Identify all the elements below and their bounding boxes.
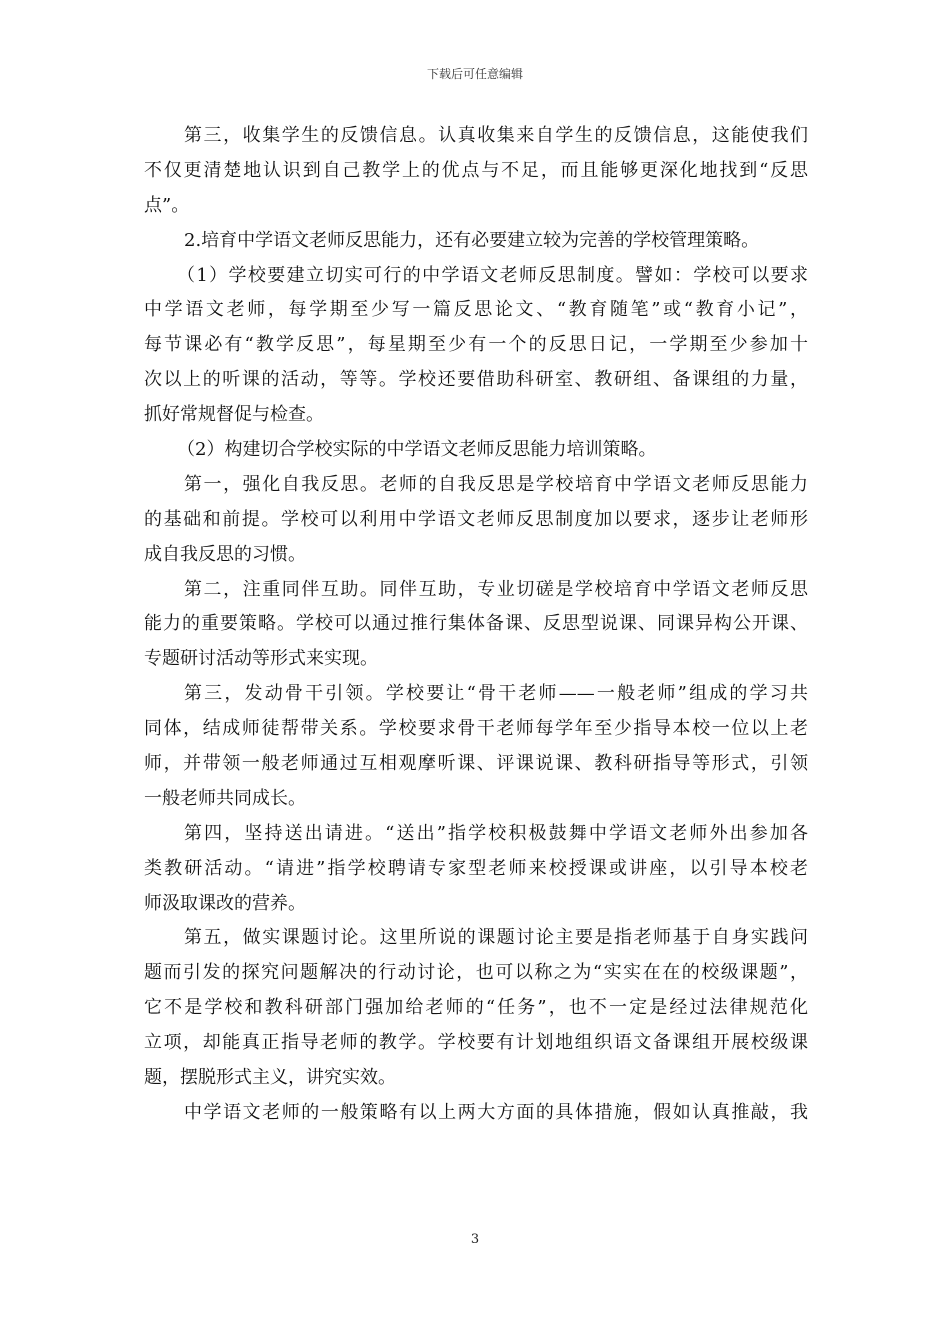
body-text <box>144 119 808 1131</box>
text-line: 中学语文老师，每学期至少写一篇反思论文、“教育随笔”或“教育小记”， <box>144 299 808 321</box>
text-line: 第三，收集学生的反馈信息。认真收集来自学生的反馈信息，这能使我们 <box>184 125 808 146</box>
page-header: 下载后可任意编辑 <box>426 67 523 81</box>
text-line: 师汲取课改的营养。 <box>144 892 306 914</box>
text-line: 点”。 <box>144 194 190 216</box>
text-line: 第二，注重同伴互助。同伴互助，专业切磋是学校培育中学语文老师反思 <box>184 578 808 600</box>
text-line: 师，并带领一般老师通过互相观摩听课、评课说课、教科研指导等形式，引领 <box>144 753 808 775</box>
text-line: 第四，坚持送出请进。“送出”指学校积极鼓舞中学语文老师外出参加各 <box>184 822 808 844</box>
text-line: 抓好常规督促与检查。 <box>144 404 324 426</box>
text-line: 第三，发动骨干引领。学校要让“骨干老师——一般老师”组成的学习共 <box>184 683 808 705</box>
text-line: 题而引发的探究问题解决的行动讨论，也可以称之为“实实在在的校级课题”， <box>144 962 808 984</box>
text-line: （1）学校要建立切实可行的中学语文老师反思制度。譬如：学校可以要求 <box>177 264 808 286</box>
text-line: 它不是学校和教科研部门强加给老师的“任务”，也不一定是经过法律规范化 <box>144 997 808 1019</box>
text-line: 次以上的听课的活动，等等。学校还要借助科研室、教研组、备课组的力量， <box>144 369 808 391</box>
text-line: 题，摆脱形式主义，讲究实效。 <box>144 1067 396 1089</box>
text-line: 一般老师共同成长。 <box>144 787 306 809</box>
text-line: 每节课必有“教学反思”，每星期至少有一个的反思日记，一学期至少参加十 <box>144 334 808 356</box>
text-line: 中学语文老师的一般策略有以上两大方面的具体措施，假如认真推敲，我 <box>184 1101 808 1123</box>
text-line: 成自我反思的习惯。 <box>144 543 306 565</box>
text-line: 的基础和前提。学校可以利用中学语文老师反思制度加以要求，逐步让老师形 <box>144 508 808 530</box>
text-line: 专题研讨活动等形式来实现。 <box>144 648 378 670</box>
text-line: 同体，结成师徒帮带关系。学校要求骨干老师每学年至少指导本校一位以上老 <box>144 718 808 740</box>
text-line: 不仅更清楚地认识到自己教学上的优点与不足，而且能够更深化地找到“反思 <box>144 159 808 181</box>
text-line: （2）构建切合学校实际的中学语文老师反思能力培训策略。 <box>177 439 657 461</box>
page-number: 3 <box>470 1232 480 1247</box>
text-line: 类教研活动。“请进”指学校聘请专家型老师来校授课或讲座，以引导本校老 <box>144 857 808 879</box>
text-line: 第一，强化自我反思。老师的自我反思是学校培育中学语文老师反思能力 <box>184 473 808 495</box>
text-line: 2.培育中学语文老师反思能力，还有必要建立较为完善的学校管理策略。 <box>184 229 760 251</box>
text-line: 立项，却能真正指导老师的教学。学校要有计划地组织语文备课组开展校级课 <box>144 1032 808 1054</box>
text-line: 第五，做实课题讨论。这里所说的课题讨论主要是指老师基于自身实践问 <box>184 927 808 949</box>
text-line: 能力的重要策略。学校可以通过推行集体备课、反思型说课、同课异构公开课、 <box>144 613 808 635</box>
